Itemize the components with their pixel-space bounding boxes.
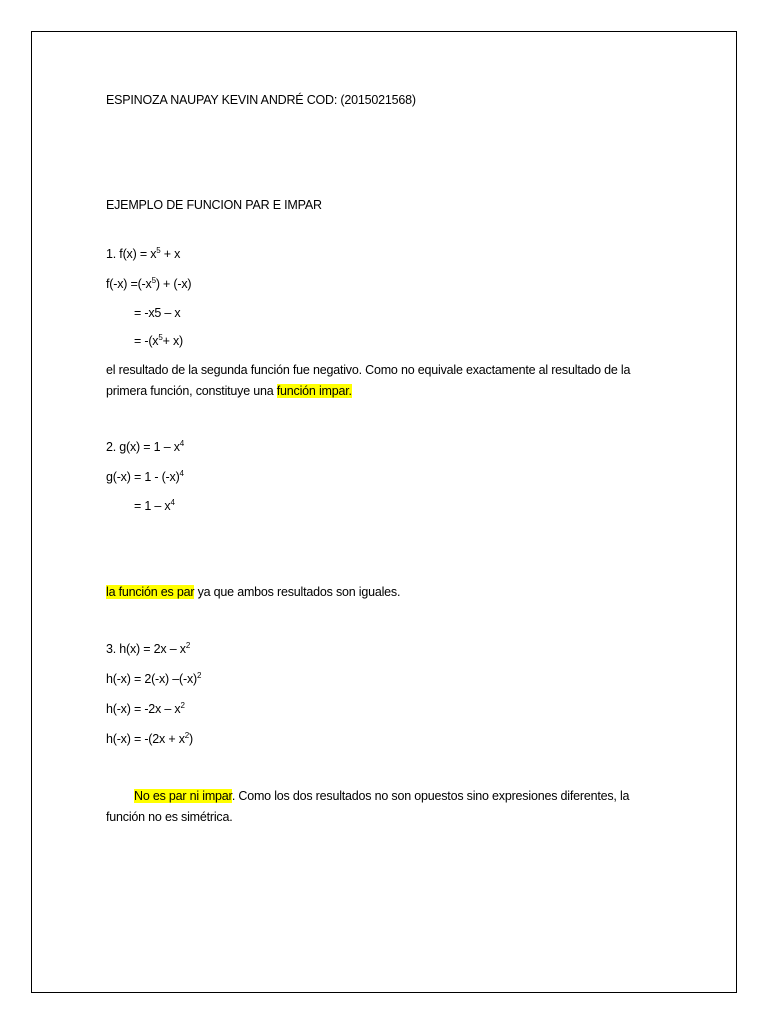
ex3-highlight: No es par ni impar [134,789,232,803]
ex2-simplified: = $1 - x^4$ [134,497,175,513]
ex3-factored: $h(-x) = -(2x + x^2)$ [106,730,193,746]
ex3-conclusion: No es par ni impar. Como los dos resultados no son opuestos sino expresiones diferentes, la función no es simétrica. [106,789,630,824]
author-line: ESPINOZA NAUPAY KEVIN ANDRÉ COD: (2015021568) [106,93,416,107]
ex1-simplified: = -x5 – x [134,306,181,320]
ex2-definition: 2. $g(x) = 1 - x^4$ [106,438,185,454]
ex3-substitution: h(-x) = 2(-x) $-(-x)^2$ [106,670,202,686]
ex1-highlight: función impar. [276,384,352,398]
ex1-substitution: $f(-x) =(-x^5) + (-x)$ [106,275,192,291]
ex1-factored: = $-(x^5+ x)$ [134,332,183,348]
page-title: EJEMPLO DE FUNCION PAR E IMPAR [106,198,322,212]
ex2-highlight: la función es par [106,585,195,599]
ex2-substitution: $g(-x) = 1 - (-x)^4$ [106,468,184,484]
ex3-definition: 3. $h(x) = 2x - x^2$ [106,640,191,656]
ex1-definition: 1. $f(x) = x^5 + x$ [106,245,181,261]
ex3-simplified: $h(-x) = -2x - x^2$ [106,700,185,716]
ex1-conclusion: el resultado de la segunda función fue negativo. Como no equivale exactamente al resultado de la primera función, constituye una función impar. [106,363,631,398]
ex2-conclusion: la función es par ya que ambos resultados son iguales. [106,585,401,599]
